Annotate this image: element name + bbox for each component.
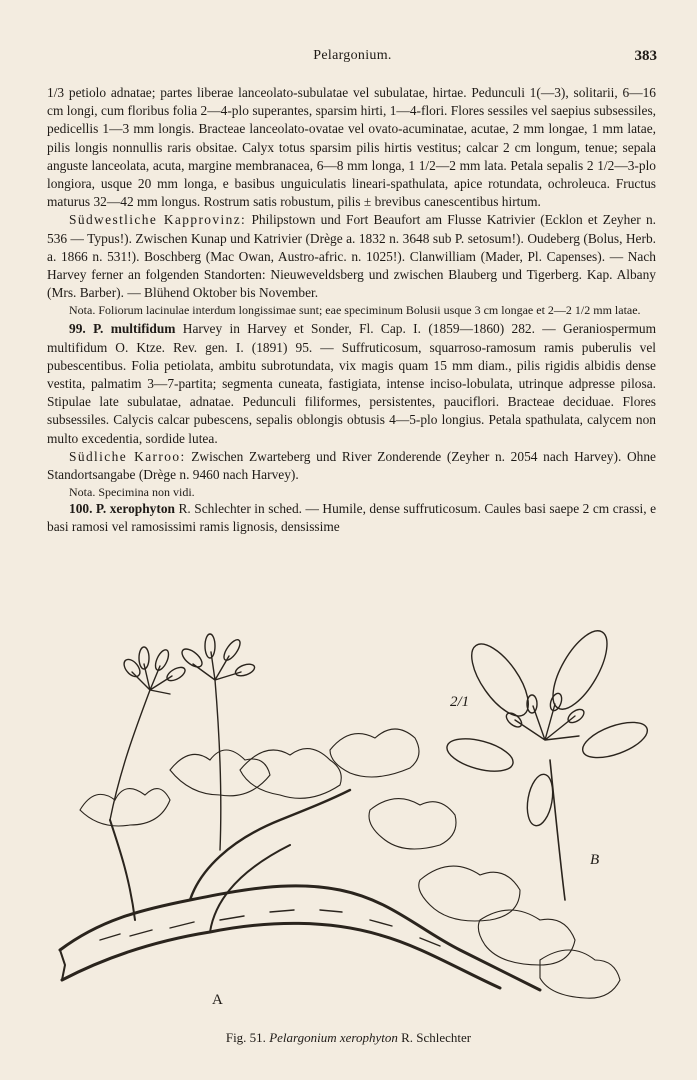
distribution-text: Philipstown und Fort Beaufort am Flusse Katrivier (Ecklon et Zeyher n. 536 — Typus!). Zwischen Kunap und Katrivier (Drège a. 1832 n. 3648 sub P. setosum!). Oudeberg (Bolus, Herb. a. 1866 n. 531!). Boschberg (Mac Owan, Austro-afric. n. 1025!). Clanwilliam (Mader, Pl. Capenses). — Nach Harvey ferner an folgenden Standorten: Nieuweveldsberg und zwischen Blauberg und Tigerberg. Kap. Albany (Mrs. Barber). — Blühend Oktober bis November. [47, 212, 656, 301]
body-text [47, 84, 656, 537]
caption-author: R. Schlechter [401, 1030, 472, 1045]
description-paragraph: 1/3 petiolo adnatae; partes liberae lanceolato-subulatae vel subulatae, hirtae. Pedunculi 1(—3), solitarii, 6—16 cm longi, cum floribus folia 2—4-plo superantes, sparsim hirti, 1—4-flori. Flores sessiles vel saepius subsessiles, pedicellis 1—3 mm longis. Bracteae lanceolato-ovatae vel ovato-acuminatae, acutae, 2 mm longae, 1 mm latae, pilis longis nonnullis raris obsitae. Calyx totus sparsim pilis hirtis vestitus; calcar 2 cm longum, tenue; sepala anguste lanceolata, acuta, margine membranacea, 6—8 mm longa, 1 1/2—2 mm lata. Petala sepalis 2 1/2—3-plo longiora, usque 20 mm longa, e basibus unguiculatis lineari-spathulata, apice rotundata, ochroleuca. Fructus maturus 32—42 mm longus. Rostrum satis robustum, pilis ± brevibus canescentibus hirtum. [47, 85, 656, 210]
figure-caption [0, 1030, 697, 1046]
branch-1 [190, 790, 350, 900]
species-99-text: Harvey in Harvey et Sonder, Fl. Cap. I. (1859—1860) 282. — Geraniospermum multifidum O. Ktze. Rev. gen. I. (1891) 95. — Suffruticosum, squarroso-ramosum ramis puberulis vel pubescentibus. Folia petiolata, ambitu subrotundata, vix magis quam 15 mm diam., pilis rigidis albidis dense vestita, palmatim 3—7-partita; segmenta cuneata, fastigiata, intense inciso-lobulata, utrinque adpresse pilosa. Stipulae late subulatae, adnatae. Pedunculi filiformes, persistentes, pauciflori. Bracteae deciduae. Flores subsessiles. Calycis calcar pubescens, sepalis oblongis obtusis 4—5-plo longius. Petala spathulata, calycem non multo excedentia, sordide lutea. [47, 321, 656, 446]
peduncle-1 [110, 690, 150, 820]
flower-detail-b [444, 623, 652, 900]
species-100-name: 100. P. xerophyton [69, 501, 175, 517]
distribution-2-text: Zwischen Zwarteberg und River Zonderende (Zeyher n. 2054 nach Harvey). Ohne Standortsangabe (Drège n. 9460 nach Harvey). [47, 448, 656, 483]
peduncle-2 [215, 680, 221, 850]
leaf-cluster [80, 729, 620, 998]
branch-3 [110, 820, 135, 920]
flower-head-1 [121, 647, 187, 694]
nota-paragraph: Nota. Foliorum lacinulae interdum longissimae sunt; eae speciminum Bolusii usque 3 cm longae et 2—2 1/2 mm latae. [69, 303, 641, 318]
caption-species: Pelargonium xerophyton [269, 1030, 398, 1045]
nota-2-paragraph: Nota. Specimina non vidi. [69, 485, 195, 500]
page-header [48, 48, 657, 70]
species-100-paragraph [47, 500, 656, 536]
species-99-name: 99. P. multifidum [69, 321, 176, 337]
figure-label-a: A [212, 992, 223, 1008]
species-100-text: R. Schlechter in sched. — Humile, dense suffruticosum. Caules basi saepe 2 cm crassi, e basi ramosi vel ramosissimi ramis lignosis, densissime [47, 501, 657, 535]
figure-label-b: B [590, 852, 600, 868]
illustration-svg [40, 620, 680, 1030]
region-label-2: Südliche Karroo: [69, 448, 186, 464]
flower-head-2 [179, 634, 256, 680]
botanical-illustration [40, 620, 680, 1030]
page-number: 383 [634, 48, 657, 64]
distribution-2-paragraph [47, 448, 656, 484]
running-title: Pelargonium. [313, 48, 392, 63]
distribution-paragraph [47, 211, 656, 302]
species-99-paragraph [47, 320, 656, 447]
scale-label: 2/1 [450, 694, 470, 710]
region-label: Südwestliche Kapprovinz: [69, 212, 247, 228]
caption-prefix: Fig. 51. [225, 1030, 266, 1045]
woody-stem-lower [62, 923, 500, 988]
